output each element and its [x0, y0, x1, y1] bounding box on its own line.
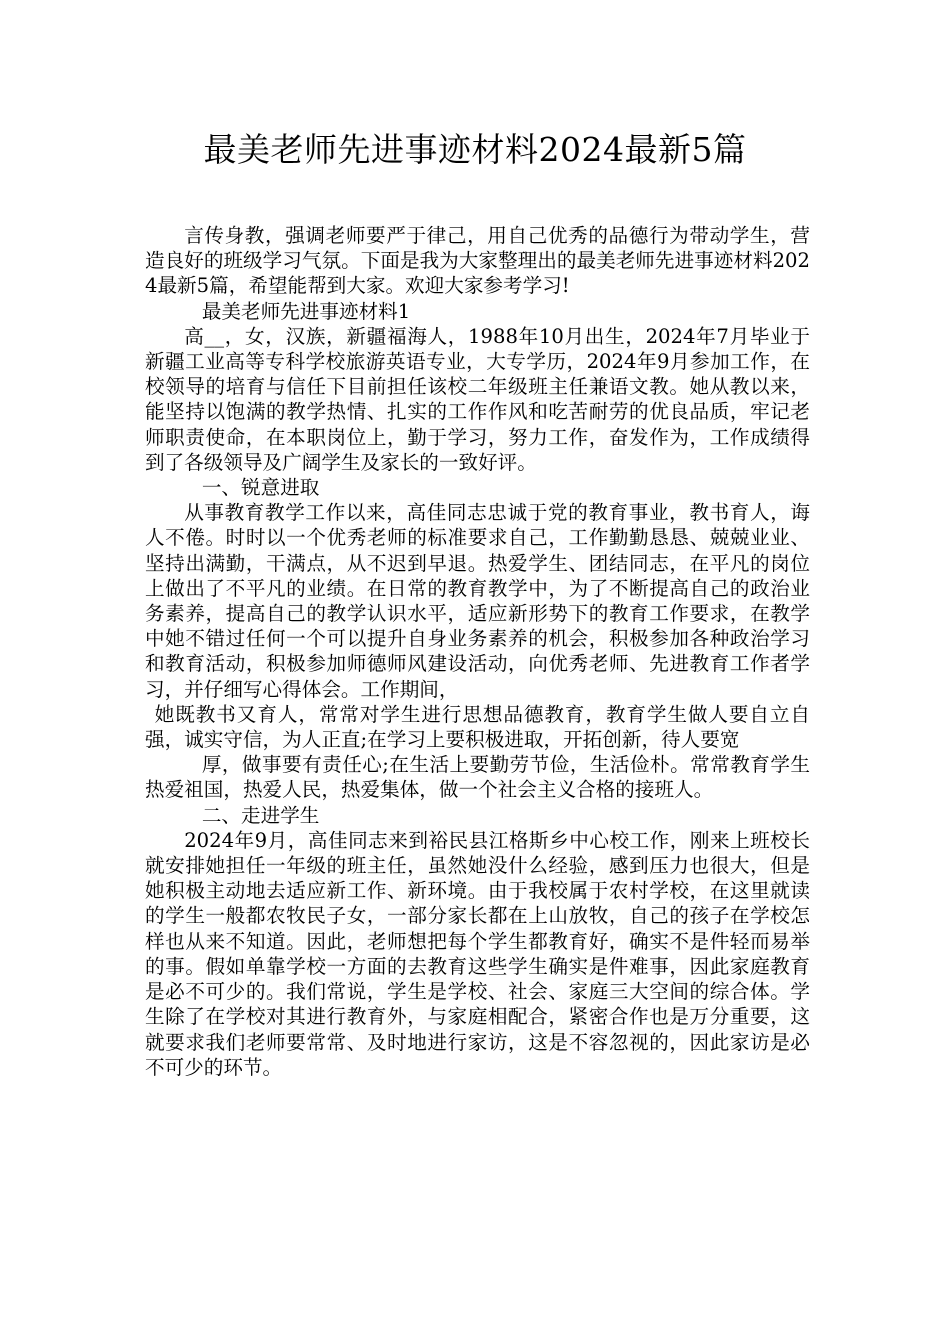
intro-paragraph: 言传身教，强调老师要严于律己，用自己优秀的品德行为带动学生，营造良好的班级学习气氛。下面是我为大家整理出的最美老师先进事迹材料2024最新5篇，希望能帮到大家。欢迎大家参考学习!	[145, 224, 810, 298]
document-title: 最美老师先进事迹材料2024最新5篇	[203, 130, 747, 169]
body-paragraph: 2024年9月，高佳同志来到裕民县江格斯乡中心校工作，刚来上班校长就安排她担任一年级的班主任，虽然她没什么经验，感到压力也很大，但是她积极主动地去适应新工作、新环境。由于我校属于农村学校，在这里就读的学生一般都农牧民子女，一部分家长都在上山放牧，自己的孩子在学校怎样也从来不知道。因此，老师想把每个学生都教育好，确实不是件轻而易举的事。假如单靠学校一方面的去教育这些学生确实是件难事，因此家庭教育是必不可少的。我们常说，学生是学校、社会、家庭三大空间的综合体。学生除了在学校对其进行教育外，与家庭相配合，紧密合作也是万分重要，这就要求我们老师要常常、及时地进行家访，这是不容忽视的，因此家访是必不可少的环节。	[145, 828, 810, 1079]
section-heading-material-1: 最美老师先进事迹材料1	[201, 299, 411, 323]
section-heading-forging-ahead: 一、锐意进取	[201, 476, 320, 500]
document-body	[145, 223, 810, 1080]
section-heading-approach-students: 二、走进学生	[201, 803, 320, 827]
body-paragraph: 她既教书又育人，常常对学生进行思想品德教育，教育学生做人要自立自强，诚实守信，为人正直;在学习上要积极进取，开拓创新，待人要宽	[145, 702, 810, 752]
body-paragraph: 高__，女，汉族，新疆福海人，1988年10月出生，2024年7月毕业于新疆工业高等专科学校旅游英语专业，大专学历，2024年9月参加工作，在校领导的培育与信任下目前担任该校二年级班主任兼语文教。她从教以来，能坚持以饱满的教学热情、扎实的工作作风和吃苦耐劳的优良品质，牢记老师职责使命，在本职岗位上，勤于学习，努力工作，奋发作为，工作成绩得到了各级领导及广阔学生及家长的一致好评。	[145, 324, 810, 474]
body-paragraph: 厚，做事要有责任心;在生活上要勤劳节俭，生活俭朴。常常教育学生热爱祖国，热爱人民，热爱集体，做一个社会主义合格的接班人。	[145, 753, 810, 802]
body-paragraph: 从事教育教学工作以来，高佳同志忠诚于党的教育事业，教书育人，诲人不倦。时时以一个优秀老师的标准要求自己，工作勤勤恳恳、兢兢业业、坚持出满勤，干满点，从不迟到早退。热爱学生、团结同志，在平凡的岗位上做出了不平凡的业绩。在日常的教育教学中，为了不断提高自己的政治业务素养，提高自己的教学认识水平，适应新形势下的教育工作要求，在教学中她不错过任何一个可以提升自身业务素养的机会，积极参加各种政治学习和教育活动，积极参加师德师风建设活动，向优秀老师、先进教育工作者学习，并仔细写心得体会。工作期间，	[145, 501, 810, 701]
